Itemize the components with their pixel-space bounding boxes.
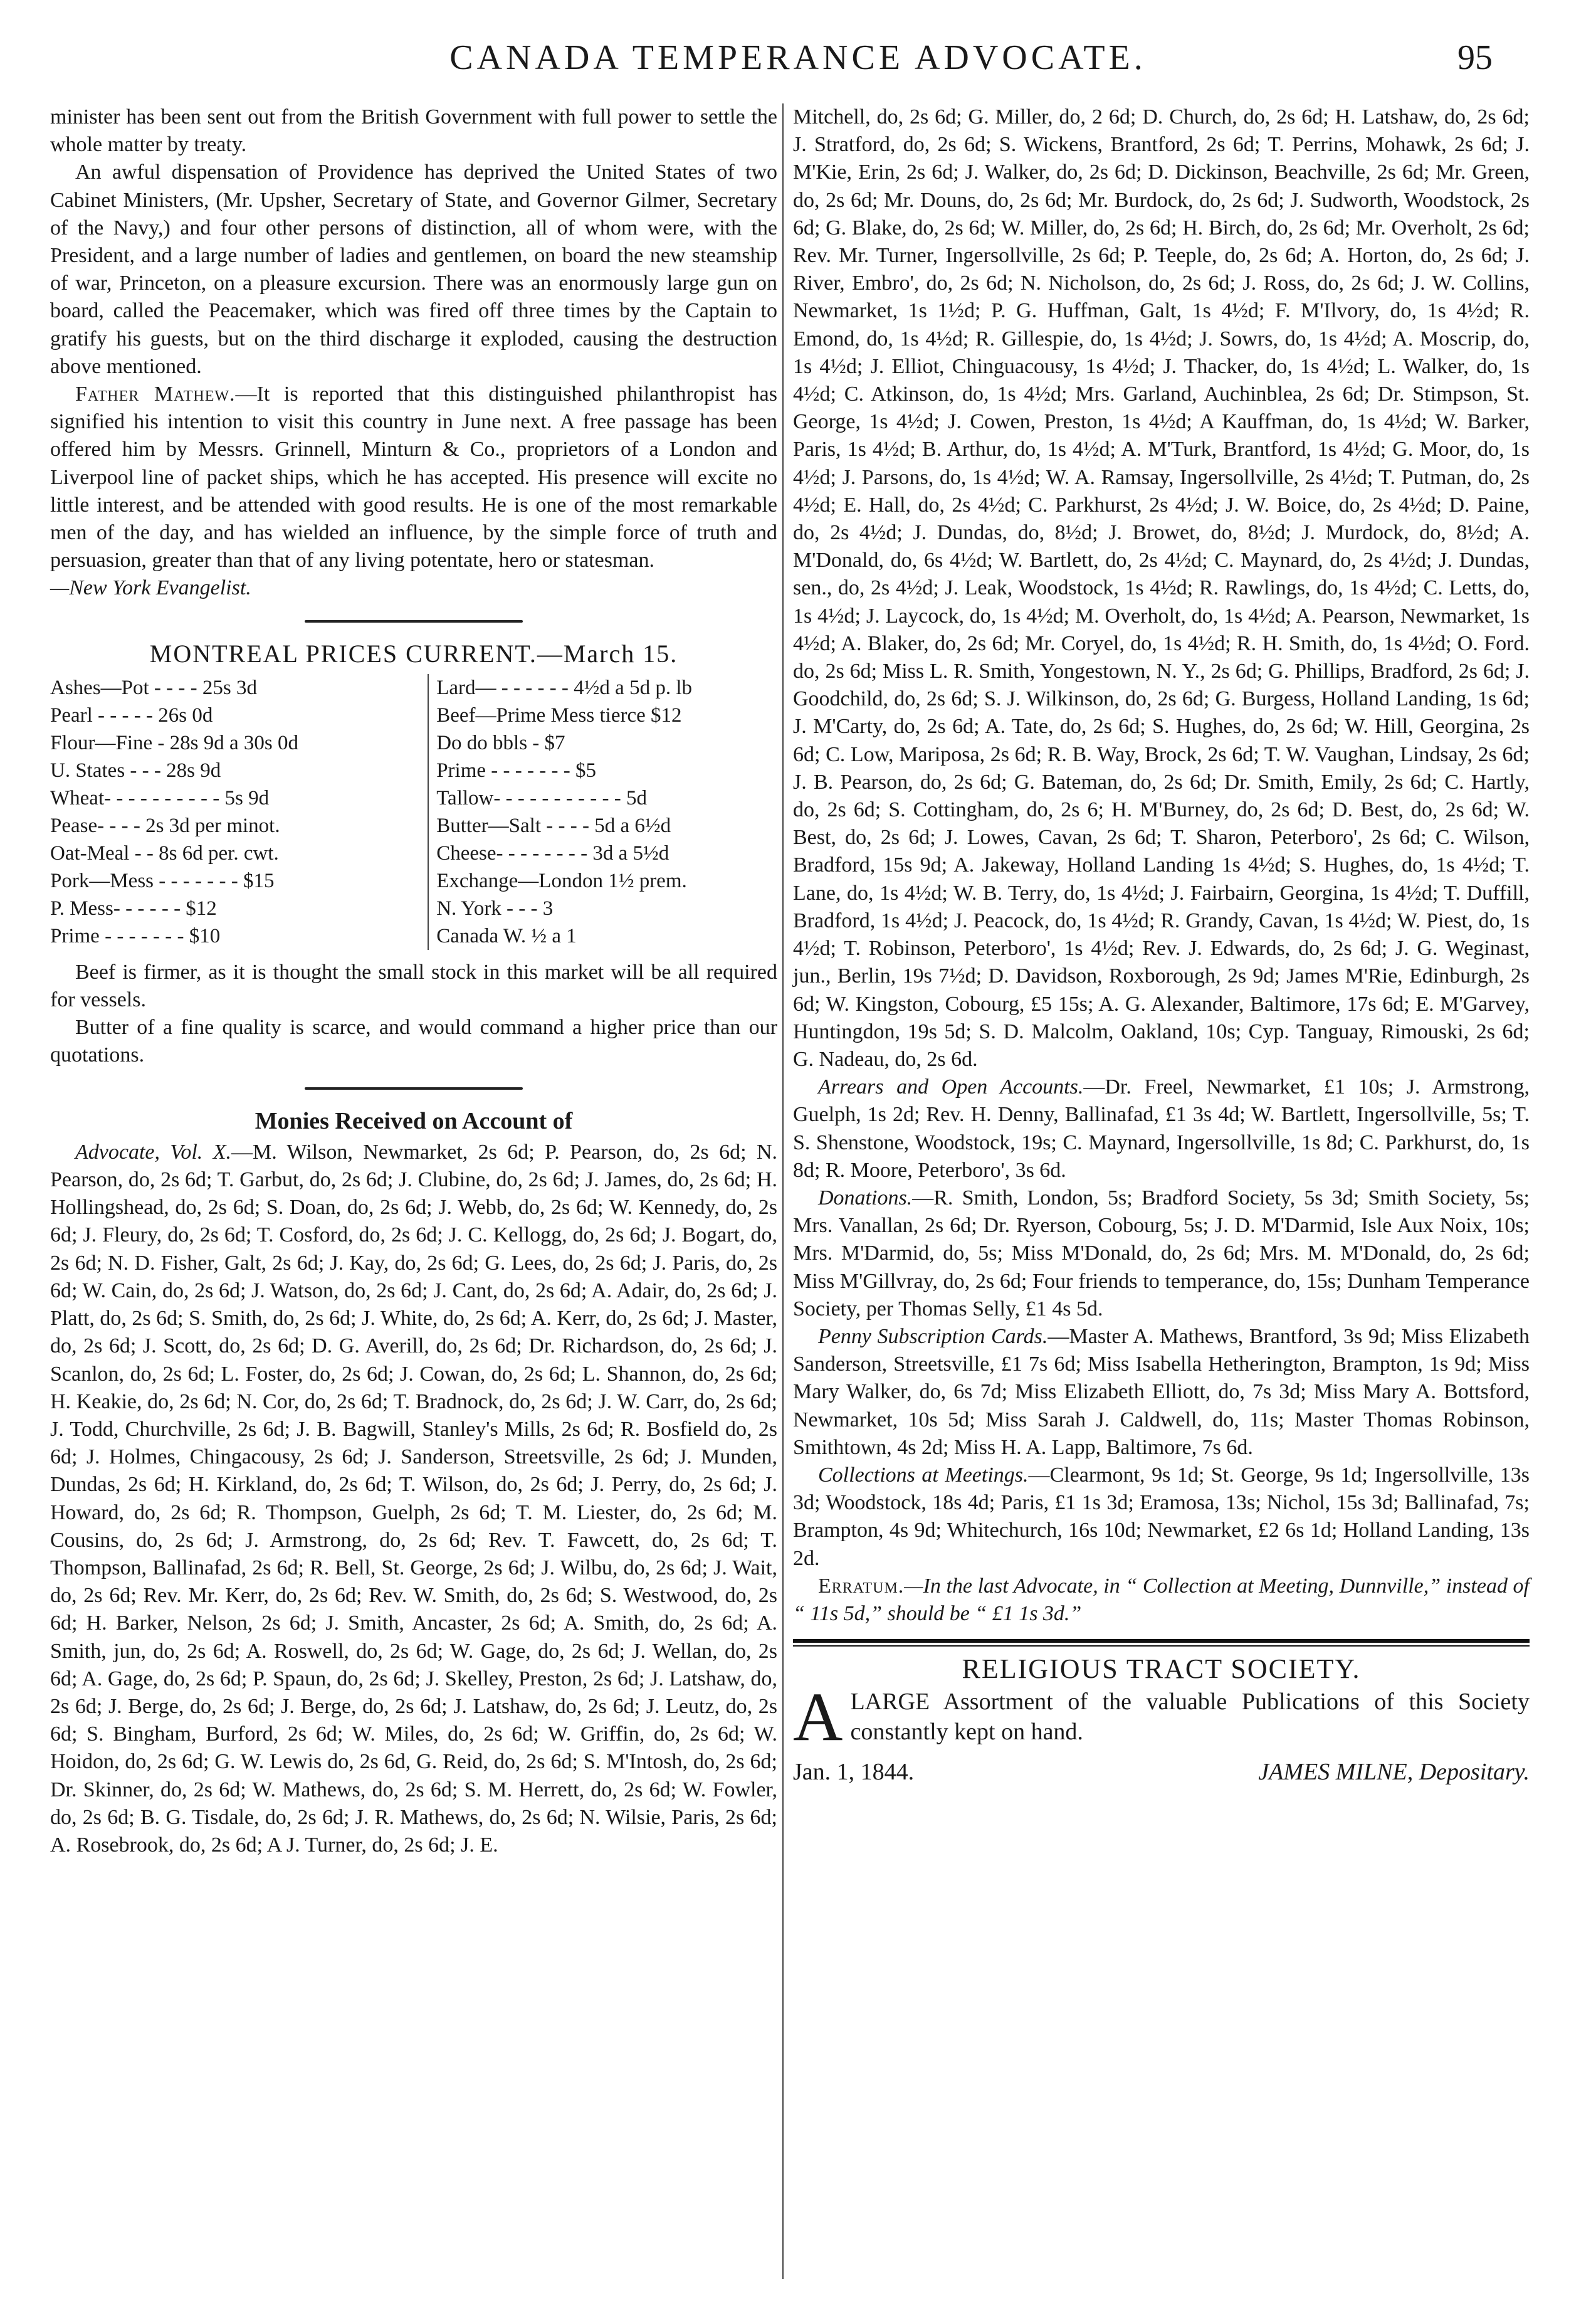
price-line: Exchange—London 1½ prem. [436, 869, 687, 892]
monies-title: Monies Received on Account of [255, 1107, 573, 1134]
section-separator [50, 613, 777, 630]
price-line: Ashes—Pot - - - - 25s 3d [50, 676, 257, 699]
price-line: Lard— - - - - - - 4½d a 5d p. lb [436, 676, 692, 699]
price-line: Wheat- - - - - - - - - - 5s 9d [50, 786, 270, 809]
tract-footer [793, 1756, 1530, 1788]
father-mathew-lead: Father Mathew. [75, 382, 236, 406]
collections-lead: Collections at Meetings. [818, 1463, 1029, 1487]
page-header [0, 38, 1596, 88]
price-line: Oat-Meal - - 8s 6d per. cwt. [50, 841, 279, 865]
left-column [50, 103, 777, 2279]
father-mathew-paragraph [50, 381, 777, 603]
price-line: Prime - - - - - - - $5 [436, 759, 596, 782]
price-line: Do do bbls - $7 [436, 731, 565, 754]
monies-continued-paragraph: Mitchell, do, 2s 6d; G. Miller, do, 2 6d; D. Church, do, 2s 6d; H. Latshaw, do, 2s 6d; J. Stratford, do, 2s 6d; S. Wickens, Brantford, 2s 6d; T. Perrins, Mohawk, 2s 6d; J. M'Kie, Erin, 2s 6d; J. Walker, do, 2s 6d; D. Dickinson, Beachville, 2s 6d; Mr. Green, do, 2s 6d; Mr. Douns, do, 2s 6d; Mr. Burdock, do, 2s 6d; J. Sudworth, Woodstock, 2s 6d; G. Blake, do, 2s 6d; W. Miller, do, 2s 6d; H. Birch, do, 2s 6d; Mr. Overholt, 2s 6d; Rev. Mr. Turner, Ingersollville, 2s 6d; P. Teeple, do, 2s 6d; A. Horton, do, 2s 6d; J. River, Embro', do, 2s 6d; N. Nicholson, do, 2s 6d; J. Ross, do, 2s 6d; J. W. Collins, Newmarket, 1s 1½d; P. G. Huffman, Galt, 1s 4½d; F. M'Ilvory, do, 1s 4½d; R. Emond, do, 1s 4½d; R. Gillespie, do, 1s 4½d; J. Sowrs, do, 1s 4½d; A. Moscrip, do, 1s 4½d; J. Elliot, Chinguacousy, 1s 4½d; J. Thacker, do, 1s 4½d; L. Walker, do, 1s 4½d; C. Atkinson, do, 1s 4½d; Mrs. Garland, Auchinblea, 2s 6d; Dr. Stimpson, St. George, 1s 4½d; J. Cowen, Preston, 1s 4½d; A Kauffman, do, 1s 4½d; W. Barker, Paris, 1s 4½d; B. Arthur, do, 1s 4½d; A. M'Turk, Brantford, 1s 4½d; G. Moor, do, 1s 4½d; J. Parsons, do, 1s 4½d; W. A. Ramsay, Ingersollville, 2s 4½d; T. Putman, do, 2s 4½d; E. Hall, do, 2s 4½d; C. Parkhurst, 2s 4½d; J. W. Boice, do, 2s 4½d; D. Paine, do, 2s 4½d; J. Dundas, do, 8½d; J. Browet, do, 8½d; J. Murdock, do, 8½d; A. M'Donald, do, 6s 4½d; W. Bartlett, do, 2s 4½d; C. Maynard, do, 2s 4½d; J. Dundas, sen., do, 2s 4½d; J. Leak, Woodstock, 1s 4½d; R. Rawlings, do, 1s 4½d; C. Letts, do, 1s 4½d; J. Laycock, do, 1s 4½d; M. Overholt, do, 1s 4½d; A. Pearson, Newmarket, 1s 4½d; A. Blaker, do, 2s 6d; Mr. Coryel, do, 1s 4½d; R. H. Smith, do, 1s 4½d; O. Ford. do, 2s 6d; Miss L. R. Smith, Yongestown, N. Y., 2s 6d; G. Phillips, Bradford, 2s 6d; J. Goodchild, do, 2s 6d; S. J. Wilkinson, do, 2s 6d; G. Burgess, Holland Landing, 1s 6d; J. M'Carty, do, 2s 6d; A. Tate, do, 2s 6d; S. Hughes, do, 2s 6d; W. Hill, Georgina, 2s 6d; C. Low, Mariposa, 2s 6d; R. B. Way, Brock, 2s 6d; T. W. Vaughan, Lindsay, 2s 6d; J. B. Pearson, do, 2s 6d; G. Bateman, do, 2s 6d; Dr. Smith, Emily, 2s 6d; C. Hartly, do, 2s 6d; S. Cottingham, do, 2s 6; H. M'Burney, do, 2s 6d; D. Best, do, 2s 6d; W. Best, do, 2s 6d; J. Lowes, Cavan, 2s 6d; T. Sharon, Peterboro', 2s 6d; C. Wilson, Bradford, 15s 9d; A. Jakeway, Holland Landing 1s 4½d; S. Hughes, do, 1s 4½d; T. Lane, do, 1s 4½d; W. B. Terry, do, 1s 4½d; J. Fairbairn, Georgina, 1s 4½d; T. Duffill, Bradford, 1s 4½d; J. Peacock, do, 1s 4½d; R. Grandy, Cavan, 1s 4½d; W. Piest, do, 1s 4½d; T. Robinson, Peterboro', 1s 4½d; Rev. J. Edwards, do, 2s 6d; J. G. Weginast, jun., Berlin, 19s 7½d; D. Davidson, Roxborough, 2s 9d; James M'Rie, Edinburgh, 2s 6d; W. Kingston, Cobourg, £5 15s; A. G. Alexander, Baltimore, 17s 6d; E. M'Garvey, Huntingdon, 19s 5d; S. D. Malcolm, Oakland, 10s; Cyp. Tanguay, Rimouski, 2s 6d; G. Nadeau, do, 2s 6d. [793, 105, 1530, 1071]
father-mathew-text: —It is reported that this distinguished philanthropist has signified his intention to visit this country in June next. A free passage has been offered him by Messrs. Grinnell, Minturn & Co., proprietors of a London and Liverpool line of packet ships, which he has accepted. His presence will excite no little interest, and be attended with good results. He is one of the most remarkable men of the day, and has wielded an influence, by the simple force of truth and persuasion, greater than that of any living potentate, hero or statesman. [50, 382, 777, 572]
monies-lead: Advocate, Vol. X. [75, 1140, 231, 1164]
tract-rule-thin [793, 1645, 1530, 1647]
erratum-lead: Erratum. [818, 1574, 905, 1598]
donations-text: —R. Smith, London, 5s; Bradford Society, 5s 3d; Smith Society, 5s; Mrs. Vanallan, 2s 6d; Dr. Ryerson, Cobourg, 5s; J. D. M'Darmid, Isle Aux Noix, 10s; Mrs. M'Darmid, do, 5s; Miss M'Donald, do, 2s 6d; Mrs. M. M'Donald, do, 2s 6d; Miss M'Gillvray, do, 2s 6d; Four friends to temperance, do, 15s; Dunham Temperance Society, per Thomas Selly, £1 4s 5d. [793, 1186, 1530, 1320]
arrears-paragraph [793, 1073, 1530, 1184]
treaty-paragraph: minister has been sent out from the British Government with full power to settle the whole matter by treaty. [50, 105, 777, 157]
price-line: N. York - - - 3 [436, 897, 554, 920]
section-separator [50, 1080, 777, 1097]
tract-rule-thick [793, 1639, 1530, 1643]
collections-paragraph [793, 1462, 1530, 1573]
price-line: P. Mess- - - - - - $12 [50, 897, 217, 920]
erratum-text: —In the last Advocate, in “ Collection at Meeting, Dunnville,” instead of “ 11s 5d,” should be “ £1 1s 3d.” [793, 1574, 1530, 1625]
beef-paragraph: Beef is firmer, as it is thought the small stock in this market will be all required for vessels. [50, 960, 777, 1012]
tract-dropcap: A [793, 1679, 843, 1756]
price-line: Tallow- - - - - - - - - - - 5d [436, 786, 647, 809]
price-line: Prime - - - - - - - $10 [50, 924, 221, 947]
arrears-text: —Dr. Freel, Newmarket, £1 10s; J. Armstrong, Guelph, 1s 2d; Rev. H. Denny, Ballinafad, £1 3s 4d; W. Bartlett, Ingersollville, 5s; T. S. Shenstone, Woodstock, 19s; C. Maynard, Ingersollville, 1s 8d; C. Parkhurst, do, 1s 8d; R. Moore, Peterboro', 3s 6d. [793, 1075, 1530, 1182]
arrears-lead: Arrears and Open Accounts. [818, 1075, 1084, 1099]
prices-left-column [50, 674, 428, 950]
penny-cards-paragraph [793, 1323, 1530, 1462]
monies-paragraph [50, 1139, 777, 1859]
monies-text: —M. Wilson, Newmarket, 2s 6d; P. Pearson, do, 2s 6d; N. Pearson, do, 2s 6d; T. Garbut, do, 2s 6d; J. Clubine, do, 2s 6d; J. James, do, 2s 6d; H. Hollingshead, do, 2s 6d; S. Doan, do, 2s 6d; J. Webb, do, 2s 6d; W. Kennedy, do, 2s 6d; J. Fleury, do, 2s 6d; T. Cosford, do, 2s 6d; J. C. Kellogg, do, 2s 6d; J. Bogart, do, 2s 6d; N. D. Fisher, Galt, 2s 6d; J. Kay, do, 2s 6d; G. Lees, do, 2s 6d; J. Paris, do, 2s 6d; W. Cain, do, 2s 6d; J. Watson, do, 2s 6d; J. Cant, do, 2s 6d; A. Adair, do, 2s 6d; J. Platt, do, 2s 6d; S. Smith, do, 2s 6d; J. White, do, 2s 6d; A. Kerr, do, 2s 6d; J. Master, do, 2s 6d; J. Scott, do, 2s 6d; D. G. Averill, do, 2s 6d; Dr. Richardson, do, 2s 6d; J. Scanlon, do, 2s 6d; L. Foster, do, 2s 6d; J. Cowan, do, 2s 6d; L. Shannon, do, 2s 6d; H. Keakie, do, 2s 6d; N. Cor, do, 2s 6d; T. Bradnock, do, 2s 6d; J. W. Carr, do, 2s 6d; J. Todd, Churchville, 2s 6d; J. B. Bagwill, Stanley's Mills, 2s 6d; R. Bosfield do, 2s 6d; J. Holmes, Chingacousy, 2s 6d; J. Sanderson, Streetsville, 2s 6d; J. Munden, Dundas, 2s 6d; H. Kirkland, do, 2s 6d; T. Wilson, do, 2s 6d; J. Perry, do, 2s 6d; J. Howard, do, 2s 6d; R. Thompson, Guelph, 2s 6d; T. M. Liester, do, 2s 6d; M. Cousins, do, 2s 6d; J. Armstrong, do, 2s 6d; Rev. T. Fawcett, do, 2s 6d; T. Thompson, Ballinafad, 2s 6d; R. Bell, St. George, 2s 6d; J. Wilbu, do, 2s 6d; J. Wait, do, 2s 6d; Rev. Mr. Kerr, do, 2s 6d; Rev. W. Smith, do, 2s 6d; S. Westwood, do, 2s 6d; H. Barker, Nelson, 2s 6d; J. Smith, Ancaster, 2s 6d; A. Smith, do, 2s 6d; A. Smith, jun, do, 2s 6d; A. Roswell, do, 2s 6d; W. Gage, do, 2s 6d; J. Wellan, do, 2s 6d; A. Gage, do, 2s 6d; P. Spaun, do, 2s 6d; J. Skelley, Preston, 2s 6d; J. Latshaw, do, 2s 6d; J. Berge, do, 2s 6d; J. Berge, do, 2s 6d; J. Latshaw, do, 2s 6d; J. Leutz, do, 2s 6d; S. Bingham, Burford, 2s 6d; W. Miles, do, 2s 6d; W. Griffin, do, 2s 6d; W. Hoidon, do, 2s 6d; G. W. Lewis do, 2s 6d, G. Reid, do, 2s 6d; S. M'Intosh, do, 2s 6d; Dr. Skinner, do, 2s 6d; W. Mathews, do, 2s 6d; S. M. Herrett, do, 2s 6d; W. Fowler, do, 2s 6d; B. G. Tisdale, do, 2s 6d; J. R. Mathews, do, 2s 6d; N. Wilsie, Paris, 2s 6d; A. Rosebrook, do, 2s 6d; A J. Turner, do, 2s 6d; J. E. [50, 1140, 778, 1857]
tract-body-text: LARGE Assortment of the valuable Publications of this Society constantly kept on hand. [850, 1689, 1530, 1746]
erratum-paragraph [793, 1573, 1530, 1628]
donations-lead: Donations. [818, 1186, 913, 1210]
price-line: U. States - - - 28s 9d [50, 759, 221, 782]
tract-signature: JAMES MILNE, Depositary. [1258, 1759, 1530, 1786]
penny-cards-lead: Penny Subscription Cards. [818, 1324, 1048, 1348]
father-mathew-source: —New York Evangelist. [50, 576, 251, 600]
page-title: CANADA TEMPERANCE ADVOCATE. [449, 38, 1147, 77]
price-line: Pearl - - - - - 26s 0d [50, 704, 213, 727]
princeton-paragraph: An awful dispensation of Providence has deprived the United States of two Cabinet Ministers, (Mr. Upsher, Secretary of State, and Governor Gilmer, Secretary of the Navy,) and four other persons of distinction, all of whom were, with the President, and a large number of ladies and gentlemen, on board the new steamship of war, Princeton, on a pleasure excursion. There was an enormously large gun on board, called the Peacemaker, which was fired off three times by the Captain to gratify his guests, but on the third discharge it exploded, causing the destruction above mentioned. [50, 161, 777, 378]
price-line: Flour—Fine - 28s 9d a 30s 0d [50, 731, 298, 754]
column-divider [782, 103, 784, 2279]
prices-table [50, 674, 777, 950]
price-line: Pork—Mess - - - - - - - $15 [50, 869, 275, 892]
price-line: Canada W. ½ a 1 [436, 924, 577, 947]
tract-date: Jan. 1, 1844. [793, 1759, 915, 1786]
tract-title: RELIGIOUS TRACT SOCIETY. [962, 1653, 1361, 1685]
tract-body [793, 1679, 1530, 1756]
donations-paragraph [793, 1184, 1530, 1323]
price-line: Butter—Salt - - - - 5d a 6½d [436, 814, 671, 837]
price-line: Beef—Prime Mess tierce $12 [436, 704, 682, 727]
prices-right-column [428, 674, 777, 950]
price-line: Pease- - - - 2s 3d per minot. [50, 814, 280, 837]
price-line: Cheese- - - - - - - - 3d a 5½d [436, 841, 669, 865]
prices-title: MONTREAL PRICES CURRENT.—March 15. [149, 639, 678, 668]
butter-paragraph: Butter of a fine quality is scarce, and would command a higher price than our quotations. [50, 1016, 777, 1067]
right-column [793, 103, 1530, 2110]
collections-text: —Clearmont, 9s 1d; St. George, 9s 1d; Ingersollville, 13s 3d; Woodstock, 18s 4d; Paris, £1 1s 3d; Eramosa, 13s; Nichol, 15s 3d; Ballinafad, 7s; Brampton, 4s 9d; Whitechurch, 16s 10d; Newmarket, £2 6s 1d; Holland Landing, 13s 2d. [793, 1463, 1530, 1570]
page-number: 95 [1457, 38, 1493, 77]
penny-cards-text: —Master A. Mathews, Brantford, 3s 9d; Miss Elizabeth Sanderson, Streetsville, £1 7s 6d; Miss Isabella Hetherington, Brampton, 1s 9d; Miss Mary Walker, do, 6s 7d; Miss Elizabeth Elliott, do, 7s 3d; Miss Mary A. Bottsford, Newmarket, 10s 5d; Miss Sarah J. Caldwell, do, 11s; Master Thomas Robinson, Smithtown, 4s 2d; Miss H. A. Lapp, Baltimore, 7s 6d. [793, 1324, 1530, 1459]
